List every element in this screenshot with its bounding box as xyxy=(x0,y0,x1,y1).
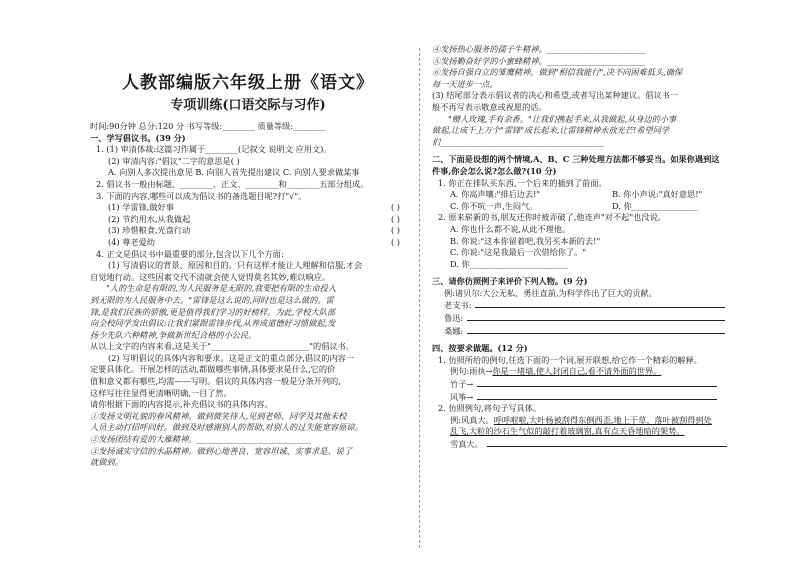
q4-2-text: (2) 写明倡议的具体内容和要求。这是正文的重点部分,倡议的内容一 xyxy=(108,352,355,363)
left-column xyxy=(90,0,406,469)
column-divider xyxy=(419,48,420,548)
task-1-example: 例句:雨执→你是一堵墙,使人封闭自己,看不清外面的世界。 xyxy=(450,366,662,377)
q4-1-text: 自觉地行动。这些因素交代不清就会使人觉得莫名其妙,难以响应。 xyxy=(90,271,331,282)
q2-text: 2. 倡议书一般由标题、________、正文、________和________五部分组成。 xyxy=(96,178,369,189)
scenario-2-option: C. 你说:"这是我最后一次借给你了。" xyxy=(450,247,587,258)
q4-2-instruction: 请你根据下面的内容提示,补充倡议书的具体内容。 xyxy=(90,399,273,410)
q3-item: (3) 珍惜粮食,光盘行动 ( ) xyxy=(108,225,400,236)
content-item-4: ④发扬热心服务的孺子牛精神。________________________ xyxy=(432,44,645,54)
q4-2-text: 定要具体化。开展怎样的活动,都做哪些事情,具体要求是什么,它的价 xyxy=(90,364,336,375)
section-2-heading: 二、下面是设想的两个情境,A、B、C 三种处理方法都不够妥当。如果你遇到这 xyxy=(432,154,720,165)
task-2-prompt: 雪真大。 xyxy=(432,438,738,451)
task-1-word-1: 竹子→ xyxy=(432,378,738,391)
closing-quote: 做起,让成千上万个"雷锋"成长起来,让雷锋精神永放光芒!希望同学 xyxy=(432,125,670,136)
content-item-1: 人员主动打招呼问好。做到及时感谢别人的帮助,对别人的过失能宽容原谅。 xyxy=(90,422,363,433)
section-4-heading: 四、按要求做题。(12 分) xyxy=(432,343,528,354)
content-item-5: ⑤发扬勤奋好学的小蜜蜂精神。________________________ xyxy=(432,55,645,66)
q3-item: (2) 节约用水,从我做起 ( ) xyxy=(108,213,400,224)
scenario-1: 1. 你正在排队买东西,一个后来的插到了前面。 xyxy=(438,177,607,188)
scenario-2-option: D. 你________________________ xyxy=(450,258,568,269)
q4-2-text: 这样写往往显得更清晰明确,一目了然。 xyxy=(90,387,232,398)
person-3: 桑娜: xyxy=(432,325,738,338)
exam-meta: 时间:90分钟 总分:120 分 书写等级:________ 质量等级:________ xyxy=(90,121,326,131)
content-item-3: 就做到。 xyxy=(90,457,123,468)
q1-options: A. 向别人多次提出意见 B. 向别人首先提出建议 C. 向别人要求做某事 xyxy=(108,167,360,178)
task-2-example: 乱飞,大粒的沙石生气似的敲打着玻璃窗,真有点天昏地暗的架势。 xyxy=(450,426,685,437)
task-2-example: 例:风真大。呼呼啦啦,大叶杨被刮得东倒西歪,地上干草、落叶被刮得到处 xyxy=(450,414,712,425)
q3-text: 3. 下面的内容,哪些可以成为倡议书的备选题目呢?打"√"。 xyxy=(96,190,307,201)
section-1-heading: 一、学写倡议书。(39 分) xyxy=(90,132,186,143)
q4-text: 4. 正文是倡议书中最重要的部分,包含以下几个方面: xyxy=(96,248,284,259)
scenario-2-option: B. 你说:"这本你留着吧,我另买本新的去!" xyxy=(450,235,601,246)
content-item-3: ③发扬诚实守信的水晶精神。做到心地善良、宽容坦诚、实事求是、说了 xyxy=(90,445,353,456)
task-1: 1. 仿照所给的例句,任选下面的一个词,展开联想,给它作一个精彩的解释。 xyxy=(438,354,702,365)
q1-2-text: (2) 审清内容:"倡议"二字的意思是( ) xyxy=(108,155,240,166)
closing-quote: "赠人玫瑰,手有余香。"让我们携起手来,从我做起,从身边的小事 xyxy=(448,113,677,124)
sample-quote: 锋,是我们民族的骄傲,更是值得我们学习的好榜样。为此,学校大队部 xyxy=(90,306,336,317)
sample-quote: 到无限的为人民服务中去。"雷锋是这么说的,同时也是这么做的。雷 xyxy=(90,294,334,305)
q4-1-text: (1) 写清倡议的背景、原因和目的。只有这样才能让人理解和信服,才会 xyxy=(108,260,363,271)
section-2-heading: 件事,你会怎么说?怎么做?(10 分) xyxy=(432,165,557,176)
task-2: 2. 仿照例句,将句子写具体。 xyxy=(438,403,542,414)
section-3-example: 例:诸贝尔:大公无私、勇往直前,为科学作出了巨大的贡献。 xyxy=(444,287,657,298)
q4-2-text: 值和意义都有哪些,均需——写明。倡议的具体内容一般是分条开列的, xyxy=(90,376,341,387)
page-subtitle: 专项训练(口语交际与习作) xyxy=(170,98,326,113)
sample-quote: "人的生命是有限的,为人民服务是无限的,我要把有限的生命投入 xyxy=(106,283,337,294)
q4-3-text: (3) 结尾部分表示倡议者的决心和希望,或者写出某种建议。倡议书一 xyxy=(432,90,679,101)
closing-quote: 们________________________________________ xyxy=(432,136,604,147)
q4-1-question: 从以上文字的内容来看,这是关于"________________________"的倡议书。 xyxy=(90,341,354,352)
section-3-heading: 三、请你仿照例子来评价下列人物。(9 分) xyxy=(432,276,588,287)
content-item-6: ⑥发扬自强自立的雏鹰精神。做到"相信我能行",决不向困难低头,确保 xyxy=(432,67,683,78)
content-item-6: 每一天进步一点。 xyxy=(432,78,498,89)
q3-item: (1) 学雷锋,做好事 ( ) xyxy=(108,202,400,213)
task-1-word-2: 风筝→ xyxy=(432,391,738,404)
page-title: 人教部编版六年级上册《语文》 xyxy=(122,73,374,93)
scenario-1-options: C. 你不吭一声,生闷气。 D. 你________________ xyxy=(450,200,698,211)
q4-3-text: 般不再写表示敬意或祝愿的话。 xyxy=(432,101,547,112)
right-column xyxy=(432,44,738,451)
q3-item: (4) 尊老爱幼 ( ) xyxy=(108,236,400,247)
person-1: 老支书: xyxy=(432,299,738,312)
q1-text: 1. (1) 审清体裁:这篇习作属于________(记叙文 说明文 应用文)。 xyxy=(96,144,332,155)
scenario-2-option: A. 你也什么都不说,从此不理他。 xyxy=(450,223,571,234)
scenario-2: 2. 原来崭新的书,朋友还你时被弄破了,他连声"对不起"也没说。 xyxy=(438,212,666,223)
content-item-1: ①发扬文明礼貌的春风精神。做到微笑待人,见到老师、同学及其他未校 xyxy=(90,410,347,421)
sample-quote: 向全校同学发出倡议:让我们紧跟雷锋步伐,从养成道德好习惯做起,发 xyxy=(90,318,336,329)
content-item-2: ②发扬团结有爱的大雁精神。____________________________ xyxy=(90,434,312,445)
sample-quote: 扬少先队六种精神,争做新世纪合格的小公民。 xyxy=(90,329,257,340)
scenario-1-options: A. 你高声嚷:"排后边去!" B. 你小声说:"真好意思!" xyxy=(450,189,703,200)
person-2: 鲁迅: xyxy=(432,312,738,325)
